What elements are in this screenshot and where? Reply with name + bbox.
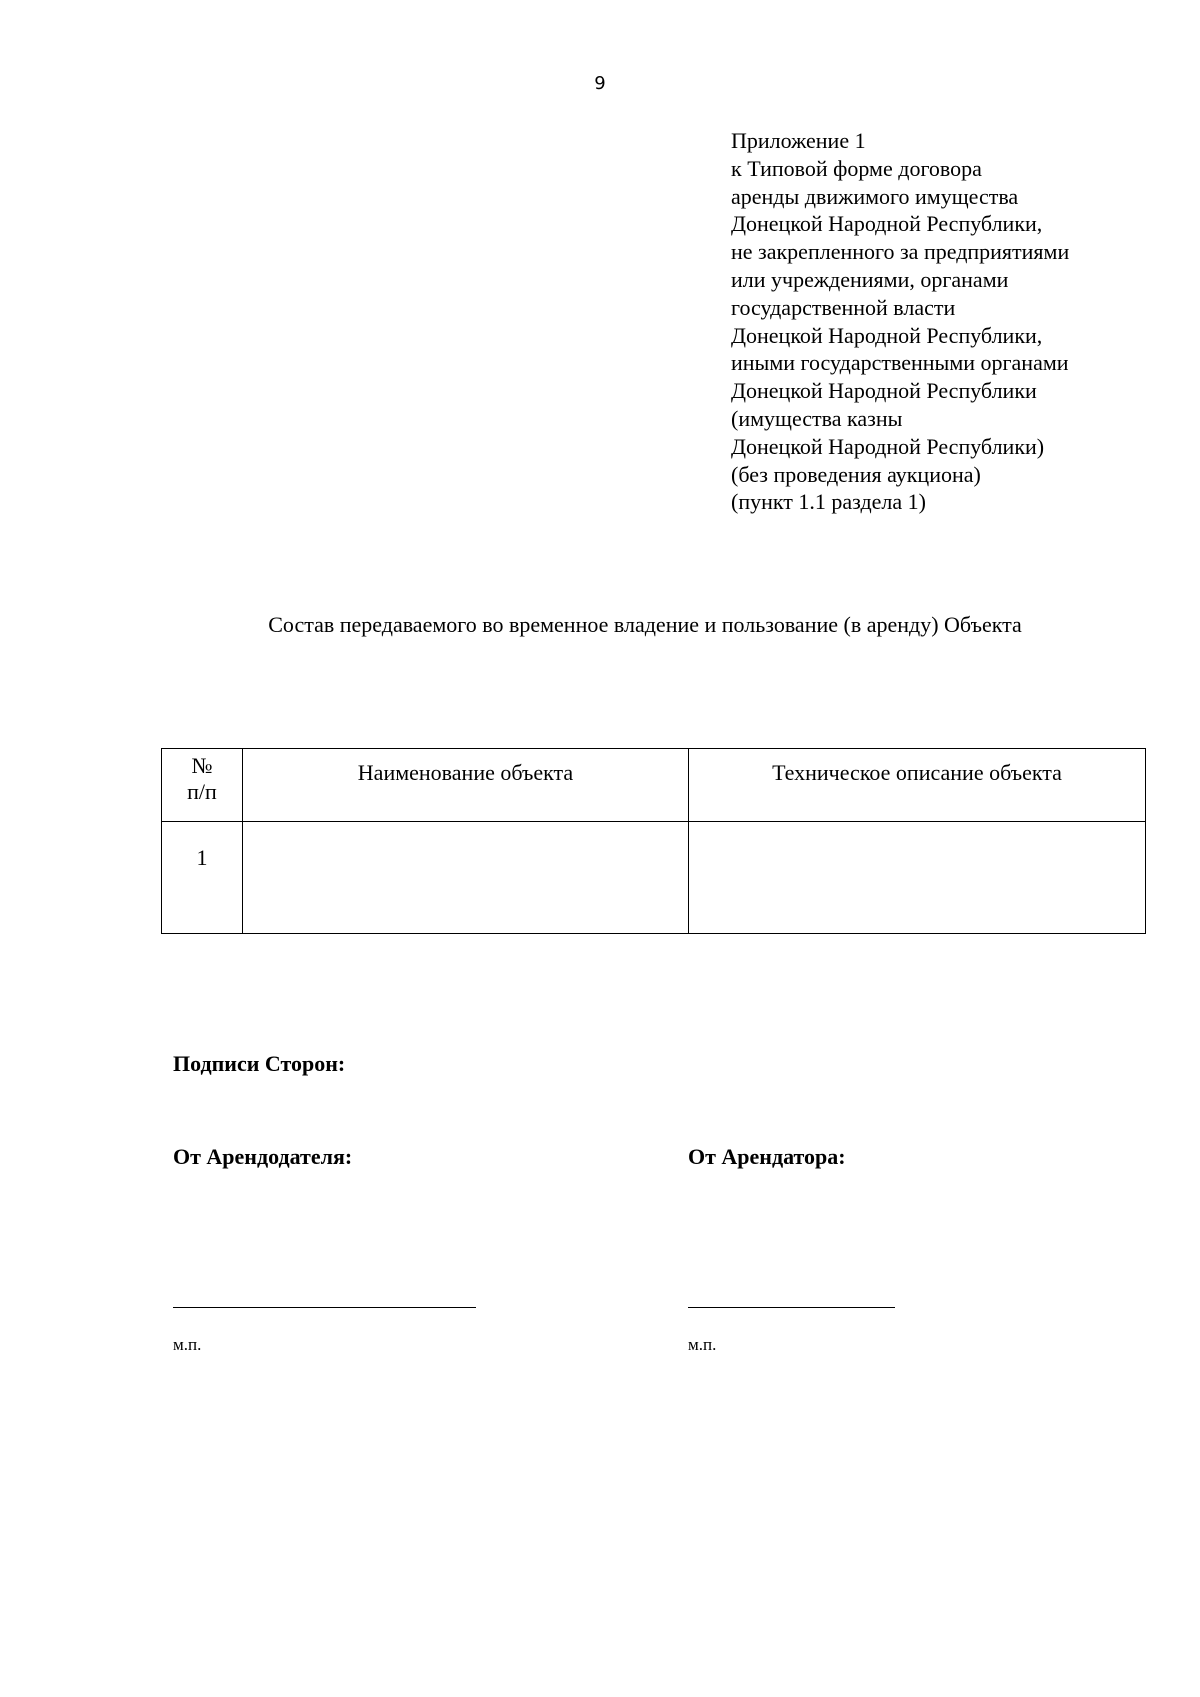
document-title: Состав передаваемого во временное владение и пользование (в аренду) Объекта	[268, 612, 1022, 637]
table-header-row	[162, 749, 1146, 822]
appendix-line: не закрепленного за предприятиями	[731, 239, 1070, 265]
page-number: 9	[594, 73, 606, 94]
appendix-line: Донецкой Народной Республики,	[731, 322, 1043, 348]
appendix-line: государственной власти	[731, 294, 956, 320]
appendix-line: или учреждениями, органами	[731, 266, 1009, 292]
appendix-line: к Типовой форме договора	[731, 155, 982, 181]
appendix-line: аренды движимого имущества	[731, 183, 1019, 209]
cell-object-description	[689, 822, 1146, 934]
appendix-line: (имущества казны	[731, 405, 903, 431]
appendix-line: Донецкой Народной Республики	[731, 378, 1037, 404]
lessor-signature-line	[173, 1307, 476, 1308]
signatures-heading: Подписи Сторон:	[173, 1051, 346, 1076]
cell-number: 1	[162, 822, 243, 934]
table-row	[162, 822, 1146, 934]
objects-table	[161, 748, 1146, 934]
appendix-reference	[731, 127, 1171, 516]
appendix-line: Донецкой Народной Республики)	[731, 433, 1045, 459]
header-number	[162, 749, 243, 822]
lessee-seal-place: м.п.	[688, 1335, 717, 1354]
appendix-line: (без проведения аукциона)	[731, 461, 981, 487]
appendix-line: (пункт 1.1 раздела 1)	[731, 489, 926, 515]
header-object-description: Техническое описание объекта	[689, 749, 1146, 822]
header-object-name: Наименование объекта	[243, 749, 689, 822]
lessee-signature-line	[688, 1307, 895, 1308]
appendix-line: Донецкой Народной Республики,	[731, 211, 1043, 237]
header-number-symbol: №	[191, 753, 213, 778]
lessor-seal-place: м.п.	[173, 1335, 202, 1354]
lessor-label: От Арендодателя:	[173, 1144, 353, 1169]
appendix-line: Приложение 1	[731, 128, 866, 153]
cell-object-name	[243, 822, 689, 934]
header-number-abbrev: п/п	[187, 779, 217, 804]
lessee-label: От Арендатора:	[688, 1144, 846, 1169]
appendix-line: иными государственными органами	[731, 350, 1069, 376]
